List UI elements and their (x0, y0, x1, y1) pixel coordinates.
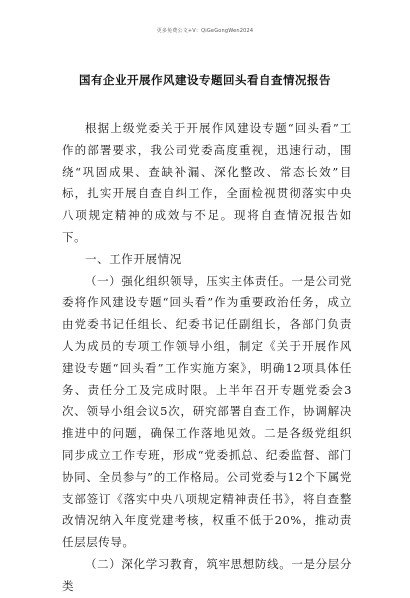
document-body (62, 118, 352, 598)
header-note: 更多免费公文+V：QiGeGongWen2024 (156, 28, 254, 34)
intro-paragraph: 根据上级党委关于开展作风建设专题“回头看”工作的部署要求，我公司党委高度重视，迅速行动，围绕“巩固成果、查缺补漏、深化整改、常态长效”目标，扎实开展自查自纠工作，全面检视贯彻落实中央八项规定精神的成效与不足。现将自查情况报告如下。 (62, 121, 352, 244)
body-paragraph: （一）强化组织领导，压实主体责任。一是公司党委将作风建设专题“回头看”作为重要政治任务，成立由党委书记任组长、纪委书记任副组长，各部门负责人为成员的专项工作领导小组，制定《关于开展作风建设专题“回头看”工作实施方案》，明确12项具体任务、责任分工及完成时限。上半年召开专题党委会3次、领导小组会议5次，研究部署自查工作，协调解决推进中的问题，确保工作落地见效。二是各级党组织同步成立工作专班，形成“党委抓总、纪委监督、部门协同、全员参与”的工作格局。公司党委与12个下属党支部签订《落实中央八项规定精神责任书》，将自查整改情况纳入年度党建考核，权重不低于20%，推动责任层层传导。 (62, 273, 352, 550)
document-title: 国有企业开展作风建设专题回头看自查情况报告 (79, 73, 331, 87)
body-paragraph: （二）深化学习教育，筑牢思想防线。一是分层分类 (62, 556, 352, 593)
section-heading: 一、工作开展情况 (85, 251, 182, 266)
